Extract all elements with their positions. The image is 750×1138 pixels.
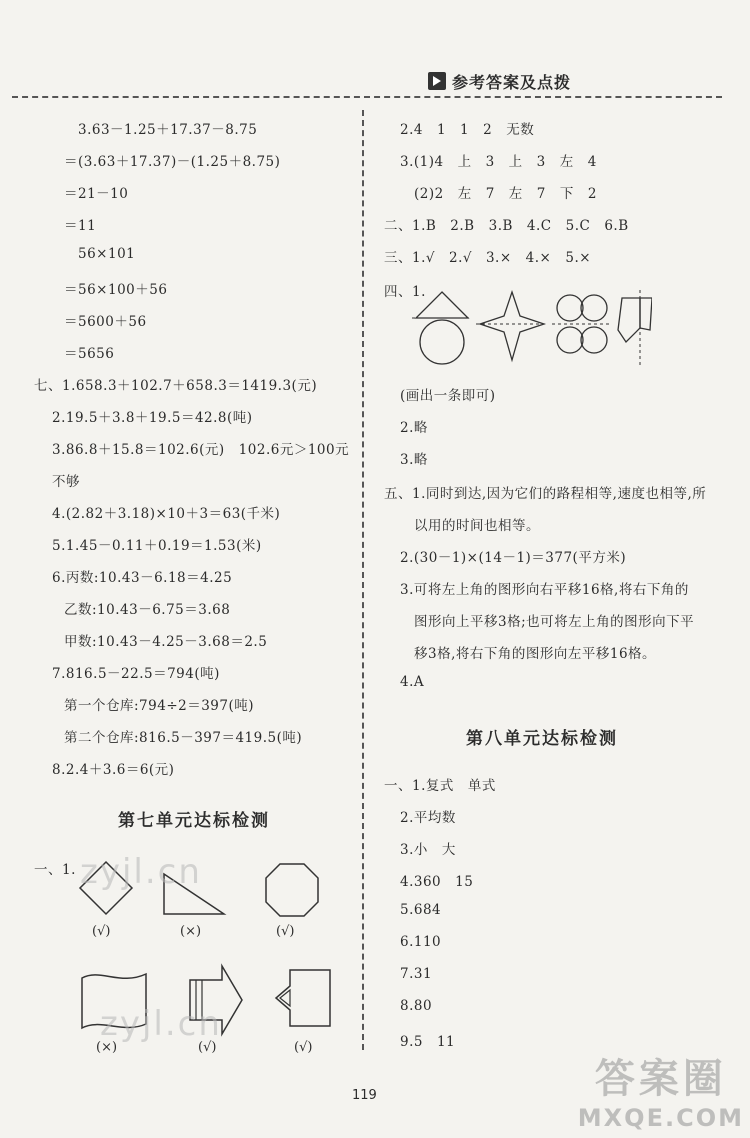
right-line: 2.略 xyxy=(400,420,428,436)
left-line: 第一个仓库:794÷2＝397(吨) xyxy=(64,698,255,714)
left-line: ＝5600＋56 xyxy=(64,314,147,330)
octagon-figure xyxy=(262,860,322,920)
left-line: 甲数:10.43－4.25－3.68＝2.5 xyxy=(64,634,268,650)
figure-triangle-circle xyxy=(412,292,472,364)
header-title: 参考答案及点拨 xyxy=(452,72,572,92)
left-line: ＝21－10 xyxy=(64,186,129,202)
left-question-label: 一、1. xyxy=(34,862,76,878)
arrow-right-icon xyxy=(428,72,446,90)
watermark-corner-url: MXQE.COM xyxy=(577,1104,744,1132)
right-line: 五、1.同时到达,因为它们的路程相等,速度也相等,所 xyxy=(384,486,707,502)
right-line: 二、1.B 2.B 3.B 4.C 5.C 6.B xyxy=(384,218,629,234)
mark-1: (√) xyxy=(92,924,111,939)
mark-3: (√) xyxy=(276,924,295,939)
right-line: 2.平均数 xyxy=(400,810,456,826)
left-line: 6.丙数:10.43－6.18＝4.25 xyxy=(52,570,233,586)
mark-4: (×) xyxy=(96,1040,118,1055)
left-line: ＝(3.63＋17.37)－(1.25＋8.75) xyxy=(64,154,281,170)
left-line: 乙数:10.43－6.75＝3.68 xyxy=(64,602,231,618)
left-line: 8.2.4＋3.6＝6(元) xyxy=(52,762,175,778)
left-line: 2.19.5＋3.8＋19.5＝42.8(吨) xyxy=(52,410,253,426)
left-line: 7.816.5－22.5＝794(吨) xyxy=(52,666,220,682)
right-line: 7.31 xyxy=(400,966,433,982)
watermark-corner-title: 答案圈 xyxy=(594,1056,727,1102)
figure-four-circles xyxy=(552,295,612,353)
left-line: 七、1.658.3＋102.7＋658.3＝1419.3(元) xyxy=(34,378,318,394)
right-line: 图形向上平移3格;也可将左上角的图形向下平 xyxy=(414,614,695,630)
right-line: 5.684 xyxy=(400,902,442,918)
column-divider xyxy=(362,110,364,1050)
left-line: 4.(2.82＋3.18)×10＋3＝63(千米) xyxy=(52,506,281,522)
symmetry-drawings xyxy=(412,288,652,372)
page-number: 119 xyxy=(352,1088,377,1103)
notched-square-figure xyxy=(270,966,334,1030)
left-line: ＝56×100＋56 xyxy=(64,282,168,298)
right-line: 8.80 xyxy=(400,998,433,1014)
left-line: 3.63－1.25＋17.37－8.75 xyxy=(78,122,258,138)
header-divider xyxy=(12,96,722,98)
right-line: 3.略 xyxy=(400,452,428,468)
mark-5: (√) xyxy=(198,1040,217,1055)
right-line: 3.(1)4 上 3 上 3 左 4 xyxy=(400,154,597,170)
right-line: 4.360 15 xyxy=(400,874,474,890)
figure-arrow-pieces xyxy=(618,290,652,368)
left-line: 5.1.45－0.11＋0.19＝1.53(米) xyxy=(52,538,262,554)
right-line: 9.5 11 xyxy=(400,1034,456,1050)
right-line: 2.4 1 1 2 无数 xyxy=(400,122,535,138)
right-line: 以用的时间也相等。 xyxy=(414,518,540,534)
watermark-bottom: zyjl.cn xyxy=(100,1004,222,1044)
mark-2: (×) xyxy=(180,924,202,939)
right-line: (2)2 左 7 左 7 下 2 xyxy=(414,186,597,202)
watermark-corner xyxy=(578,1047,744,1132)
left-line: 第二个仓库:816.5－397＝419.5(吨) xyxy=(64,730,303,746)
header-title-wrap xyxy=(428,68,571,94)
right-line: 四、1. xyxy=(384,284,426,300)
mark-6: (√) xyxy=(294,1040,313,1055)
right-line: 三、1.√ 2.√ 3.× 4.× 5.× xyxy=(384,250,592,266)
right-line: 2.(30－1)×(14－1)＝377(平方米) xyxy=(400,550,627,566)
figure-star xyxy=(476,292,548,360)
right-line: 4.A xyxy=(400,674,425,690)
right-line: 一、1.复式 单式 xyxy=(384,778,496,794)
left-line: ＝11 xyxy=(64,218,97,234)
left-line: ＝5656 xyxy=(64,346,115,362)
right-line: 移3格,将右下角的图形向左平移16格。 xyxy=(414,646,657,662)
watermark-top: zyjl.cn xyxy=(80,852,202,892)
right-line: (画出一条即可) xyxy=(400,388,496,404)
left-line: 不够 xyxy=(52,474,80,490)
right-section-title: 第八单元达标检测 xyxy=(466,729,618,749)
right-line: 3.可将左上角的图形向右平移16格,将右下角的 xyxy=(400,582,689,598)
page-header xyxy=(0,60,750,100)
left-line: 56×101 xyxy=(78,246,136,262)
right-line: 6.110 xyxy=(400,934,442,950)
left-line: 3.86.8＋15.8＝102.6(元) 102.6元＞100元 xyxy=(52,442,350,458)
left-section-title: 第七单元达标检测 xyxy=(118,811,270,831)
right-line: 3.小 大 xyxy=(400,842,456,858)
